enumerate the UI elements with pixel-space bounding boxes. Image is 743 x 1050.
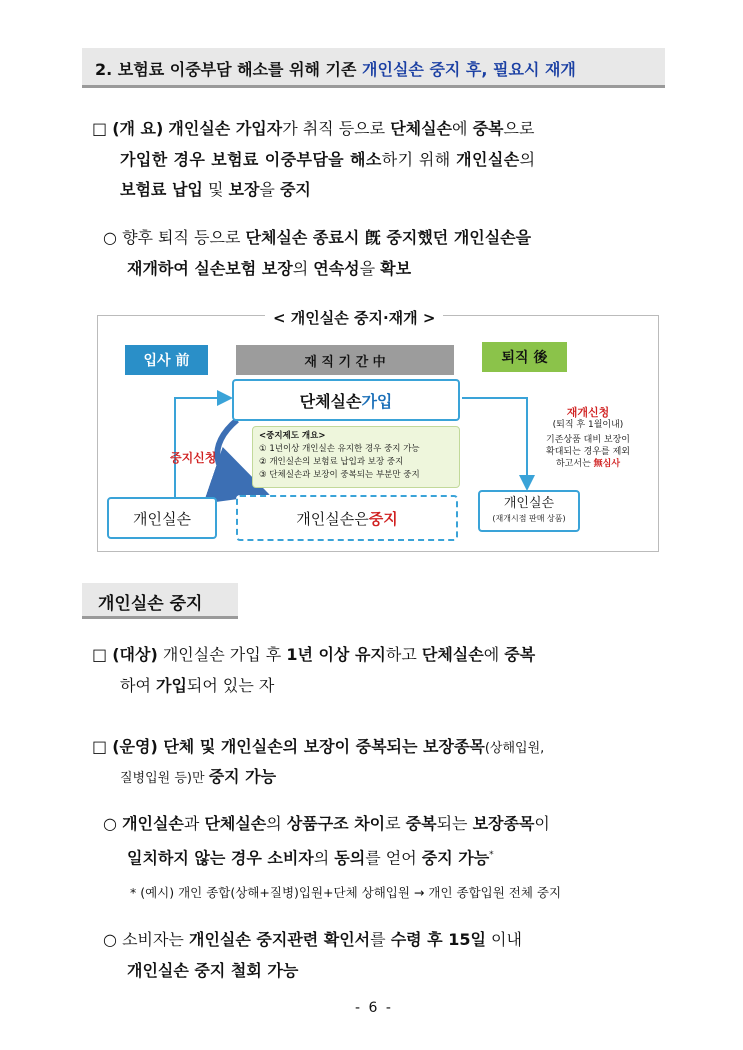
text: 無심사 bbox=[593, 459, 621, 469]
pause-request-label: 중지신청 bbox=[170, 451, 217, 465]
text: 질병입원 등)만 bbox=[120, 771, 209, 786]
resume-desc: 확대되는 경우를 제외 bbox=[546, 447, 630, 457]
during-job-badge bbox=[236, 345, 454, 375]
text: 를 bbox=[370, 930, 391, 949]
text: 개인실손 가입 후 bbox=[157, 645, 287, 664]
text: 향후 퇴직 등으로 bbox=[122, 228, 246, 247]
text: 확보 bbox=[380, 259, 412, 278]
text: 단체실손 bbox=[299, 391, 362, 411]
section-number: 2. bbox=[95, 60, 113, 79]
text: 단체실손 bbox=[390, 119, 453, 138]
resume-sub: (퇴직 후 1월이내) bbox=[552, 420, 624, 430]
text: 가입 bbox=[361, 391, 393, 411]
checkbox-glyph: □ bbox=[92, 119, 108, 138]
bullet-glyph: ○ bbox=[103, 228, 117, 247]
notice-item: ② 개인실손의 보험료 납입과 보장 중지 bbox=[259, 457, 404, 467]
text: 1년 이상 유지 bbox=[286, 645, 386, 664]
after-job-badge bbox=[482, 342, 567, 372]
operation-bullet-1-line-1 bbox=[103, 813, 550, 835]
text: 개인실손 bbox=[133, 509, 191, 528]
text: 단체실손 bbox=[421, 645, 484, 664]
text: 단체 및 개인실손의 보장이 중복되는 보장종목 bbox=[157, 737, 485, 756]
text: 중지 bbox=[279, 180, 311, 199]
text: 개인실손 중지관련 확인서 bbox=[188, 930, 371, 949]
text: 개인실손 가입자 bbox=[168, 119, 283, 138]
text: 과 bbox=[183, 814, 205, 833]
text: 이내 bbox=[485, 930, 522, 949]
text: 단체실손 bbox=[204, 814, 267, 833]
text: 일치하지 않는 경우 소비자 bbox=[127, 848, 314, 868]
page-number: - 6 - bbox=[355, 1000, 393, 1016]
operation-bullet-1-line-2 bbox=[127, 844, 494, 869]
text: 개인실손 중지 철회 가능 bbox=[127, 961, 299, 980]
resume-desc: 기존상품 대비 보장이 bbox=[546, 435, 630, 445]
text: 되어 있는 자 bbox=[186, 676, 275, 695]
text: 소비자는 bbox=[122, 930, 189, 949]
text: 보장종목 bbox=[472, 814, 535, 833]
target-label: (대상) bbox=[112, 645, 158, 664]
overview-line-2 bbox=[120, 149, 535, 171]
operation-bullet-2-line-2 bbox=[127, 960, 298, 982]
diagram-title: < 개인실손 중지·재개 > bbox=[265, 307, 443, 328]
text: 하여 bbox=[120, 676, 156, 695]
text: 입사 前 bbox=[143, 353, 190, 369]
text: 의 bbox=[292, 259, 314, 278]
text: 개인실손은 bbox=[296, 509, 369, 528]
overview-sub-line-2 bbox=[127, 258, 411, 280]
operation-bullet-2-line-1 bbox=[103, 929, 522, 951]
text: 재개하여 실손보험 보장 bbox=[127, 259, 293, 278]
operation-label: (운영) bbox=[112, 737, 158, 756]
text: 를 얻어 bbox=[365, 848, 422, 868]
text: 가입 bbox=[156, 676, 187, 695]
text: 보험료 납입 bbox=[120, 180, 203, 199]
text: (상해입원, bbox=[484, 741, 545, 756]
checkbox-glyph: □ bbox=[92, 737, 108, 756]
text: 동의 bbox=[334, 848, 366, 868]
section-title-plain: 보험료 이중부담 해소를 위해 기존 bbox=[117, 60, 357, 79]
text: 단체실손 종료시 旣 중지했던 개인실손을 bbox=[245, 228, 532, 247]
text: 으로 bbox=[503, 119, 535, 138]
notice-item: ③ 단체실손과 보장이 중복되는 부분만 중지 bbox=[259, 470, 420, 480]
text: 을 bbox=[359, 259, 381, 278]
text: 및 bbox=[202, 180, 229, 199]
operation-line-2 bbox=[120, 766, 276, 790]
text: 상품구조 차이 bbox=[286, 814, 386, 833]
group-join-box bbox=[232, 379, 460, 421]
pause-arrow bbox=[217, 420, 247, 487]
text: 중지 가능 bbox=[208, 767, 277, 786]
text: 수령 후 15일 bbox=[390, 930, 486, 949]
text: 중복 bbox=[405, 814, 437, 833]
text: 중복 bbox=[472, 119, 504, 138]
text: 개인실손 bbox=[122, 814, 184, 833]
text: 개인실손 bbox=[456, 150, 520, 169]
section-title-highlight: 개인실손 중지 후, 필요시 재개 bbox=[362, 60, 576, 79]
text: 하고 bbox=[385, 645, 422, 664]
text: 가 취직 등으로 bbox=[282, 119, 391, 138]
checkbox-glyph: □ bbox=[92, 645, 108, 664]
text: 의 bbox=[313, 848, 335, 868]
overview-sub-line-1 bbox=[103, 227, 531, 249]
text: 중지 bbox=[368, 509, 398, 528]
text: * bbox=[489, 850, 494, 860]
text: 로 bbox=[385, 814, 406, 833]
operation-line-1 bbox=[92, 736, 544, 760]
overview-line-3 bbox=[120, 179, 311, 201]
text: 되는 bbox=[436, 814, 473, 833]
overview-label: (개 요) bbox=[112, 119, 164, 138]
before-job-badge bbox=[125, 345, 208, 375]
resume-title: 재개신청 bbox=[566, 406, 610, 419]
text: 가입한 경우 보험료 이중부담을 해소 bbox=[120, 150, 382, 169]
resumed-box bbox=[478, 490, 580, 532]
text: 연속성 bbox=[313, 259, 360, 278]
text: 하고서는 bbox=[555, 459, 594, 469]
text: 에 bbox=[452, 119, 473, 138]
overview-line-1 bbox=[92, 118, 534, 140]
text: 이 bbox=[534, 814, 550, 833]
text: 의 bbox=[266, 814, 287, 833]
subsection-title: 개인실손 중지 bbox=[98, 594, 203, 614]
target-line-2 bbox=[120, 675, 274, 697]
resume-note bbox=[528, 407, 648, 470]
text: 을 bbox=[259, 180, 280, 199]
bullet-glyph: ○ bbox=[103, 814, 117, 833]
text: 의 bbox=[519, 150, 536, 169]
text: 하기 위해 bbox=[381, 150, 457, 169]
text: 보장 bbox=[228, 180, 260, 199]
text: (재개시점 판매 상품) bbox=[492, 514, 566, 523]
paused-box bbox=[236, 495, 458, 541]
notice-title: <중지제도 개요> bbox=[259, 431, 326, 441]
text: 개인실손 bbox=[503, 496, 555, 511]
notice-item: ① 1년이상 개인실손 유지한 경우 중지 가능 bbox=[259, 444, 420, 454]
section-title bbox=[95, 57, 576, 80]
text: 중복 bbox=[504, 645, 536, 664]
individual-box bbox=[107, 497, 217, 539]
resume-arrow bbox=[462, 398, 527, 487]
text: 중지 가능 bbox=[421, 848, 490, 868]
target-line-1 bbox=[92, 644, 535, 666]
footnote: * (예시) 개인 종합(상해+질병)입원+단체 상해입원 → 개인 종합입원 전체 중지 bbox=[130, 885, 562, 900]
bullet-glyph: ○ bbox=[103, 930, 117, 949]
text: 퇴직 後 bbox=[501, 350, 548, 366]
text: 재 직 기 간 中 bbox=[304, 354, 386, 370]
pause-notice-box bbox=[252, 426, 460, 488]
text: 에 bbox=[483, 645, 505, 664]
